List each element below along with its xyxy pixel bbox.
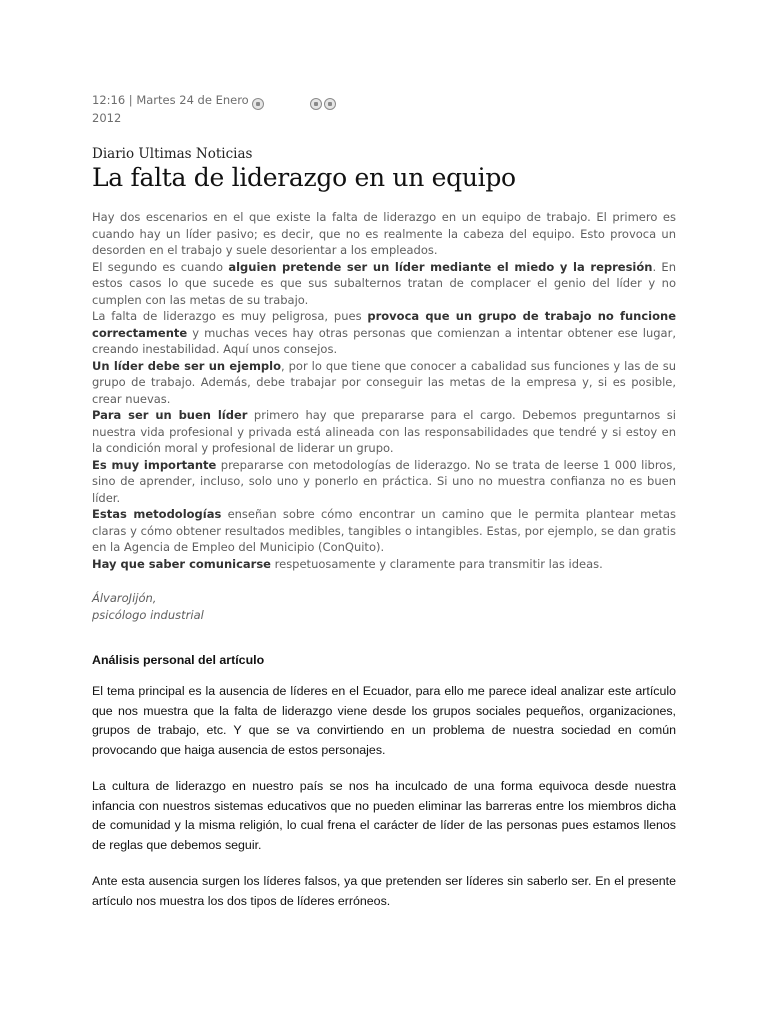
article-paragraph [92,556,676,573]
text-run: prepararse con metodologías de liderazgo. No se trata de leerse 1 000 libros, sino de aprender, incluso, solo uno y ponerlo en práctica. Si uno no muestra confianza no es buen líder. [92,457,676,505]
bold-text: Un líder debe ser un ejemplo [92,358,282,373]
article-paragraph [92,358,676,408]
bold-text: Es muy importante [92,457,217,472]
analysis-title: Análisis personal del artículo [92,653,265,667]
personal-analysis [92,653,676,928]
text-run: , por lo que tiene que conocer a cabalidad sus funciones y las de su grupo de trabajo. Además, debe trabajar por conseguir las metas de la empresa y, si es posible, crear nuevas. [92,358,676,406]
share-icon[interactable] [310,98,322,110]
text-run: enseñan sobre cómo encontrar un camino que le permita plantear metas claras y cómo obtener resultados medibles, tangibles o intangibles. Estas, por ejemplo, se dan gratis en la Agencia de Empleo del Municipio (ConQuito). [92,507,676,554]
article-paragraph [92,506,676,556]
text-run: respetuosamente y claramente para transmitir las ideas. [270,556,603,571]
bold-text: Hay que saber comunicarse [92,556,271,571]
analysis-paragraph: La cultura de liderazgo en nuestro país se nos ha inculcado de una forma equivoca desde nuestra infancia con nuestros sistemas educativos que no pueden eliminar las barreras entre los miembros dicha de comunidad y la misma religión, lo cual frena el carácter de líder de las personas pues estamos llenos de reglas que debemos seguir. [92,779,676,852]
share-icons [310,98,336,110]
article-meta [92,92,352,127]
analysis-paragraph: El tema principal es la ausencia de líderes en el Ecuador, para ello me parece ideal analizar este artículo que nos muestra que la falta de liderazgo viene desde los grupos sociales pequeños, organizaciones, grupos de trabajo, etc. Y que se va convirtiendo en un problema de nuestra sociedad en común provocando que haiga ausencia de estos personajes. [92,684,676,757]
article-paragraph [92,457,676,507]
author-signature [92,590,204,623]
print-icon[interactable] [252,98,264,110]
bold-text: provoca que un grupo de trabajo no funcione correctamente [92,309,676,340]
article-paragraph: Hay dos escenarios en el que existe la falta de liderazgo en un equipo de trabajo. El primero es cuando hay un líder pasivo; es decir, que no es realmente la cabeza del equipo. Esto provoca un desorden en el trabajo y suele desorientar a los empleados. [92,210,676,257]
timestamp: 12:16 | Martes 24 de Enero [92,93,249,107]
article-body [92,209,676,572]
text-run: y muchas veces hay otras personas que comienzan a intentar obtener ese lugar, creando inestabilidad. Aquí unos consejos. [92,325,676,356]
text-run: primero hay que prepararse para el cargo. Debemos preguntarnos si nuestra vida profesional y privada está alineada con las responsabilidades que tendré y si estoy en la condición moral y profesional de liderar un grupo. [92,408,676,455]
article-paragraph [92,407,676,457]
newspaper-source: Diario Ultimas Noticias [92,146,253,162]
bold-text: Para ser un buen líder [92,408,248,422]
article-paragraph [92,259,676,309]
article-paragraph [92,308,676,358]
article-headline: La falta de liderazgo en un equipo [92,163,516,192]
text-run: La falta de liderazgo es muy peligrosa, pues [92,309,368,323]
bold-text: Estas metodologías [92,507,222,521]
author-role: psicólogo industrial [92,607,204,622]
author-name: ÁlvaroJijón, [92,591,157,605]
text-run: El segundo es cuando [92,259,229,274]
text-run: . En estos casos lo que sucede es que sus subalternos tratan de complacer el genio del líder y no cumplen con las metas de su trabajo. [92,259,676,307]
year: 2012 [92,111,122,125]
analysis-paragraph: Ante esta ausencia surgen los líderes falsos, ya que pretenden ser líderes sin saberlo ser. En el presente artículo nos muestra los dos tipos de líderes erróneos. [92,874,676,908]
bold-text: alguien pretende ser un líder mediante el miedo y la represión [228,259,653,274]
email-icon[interactable] [324,98,336,110]
